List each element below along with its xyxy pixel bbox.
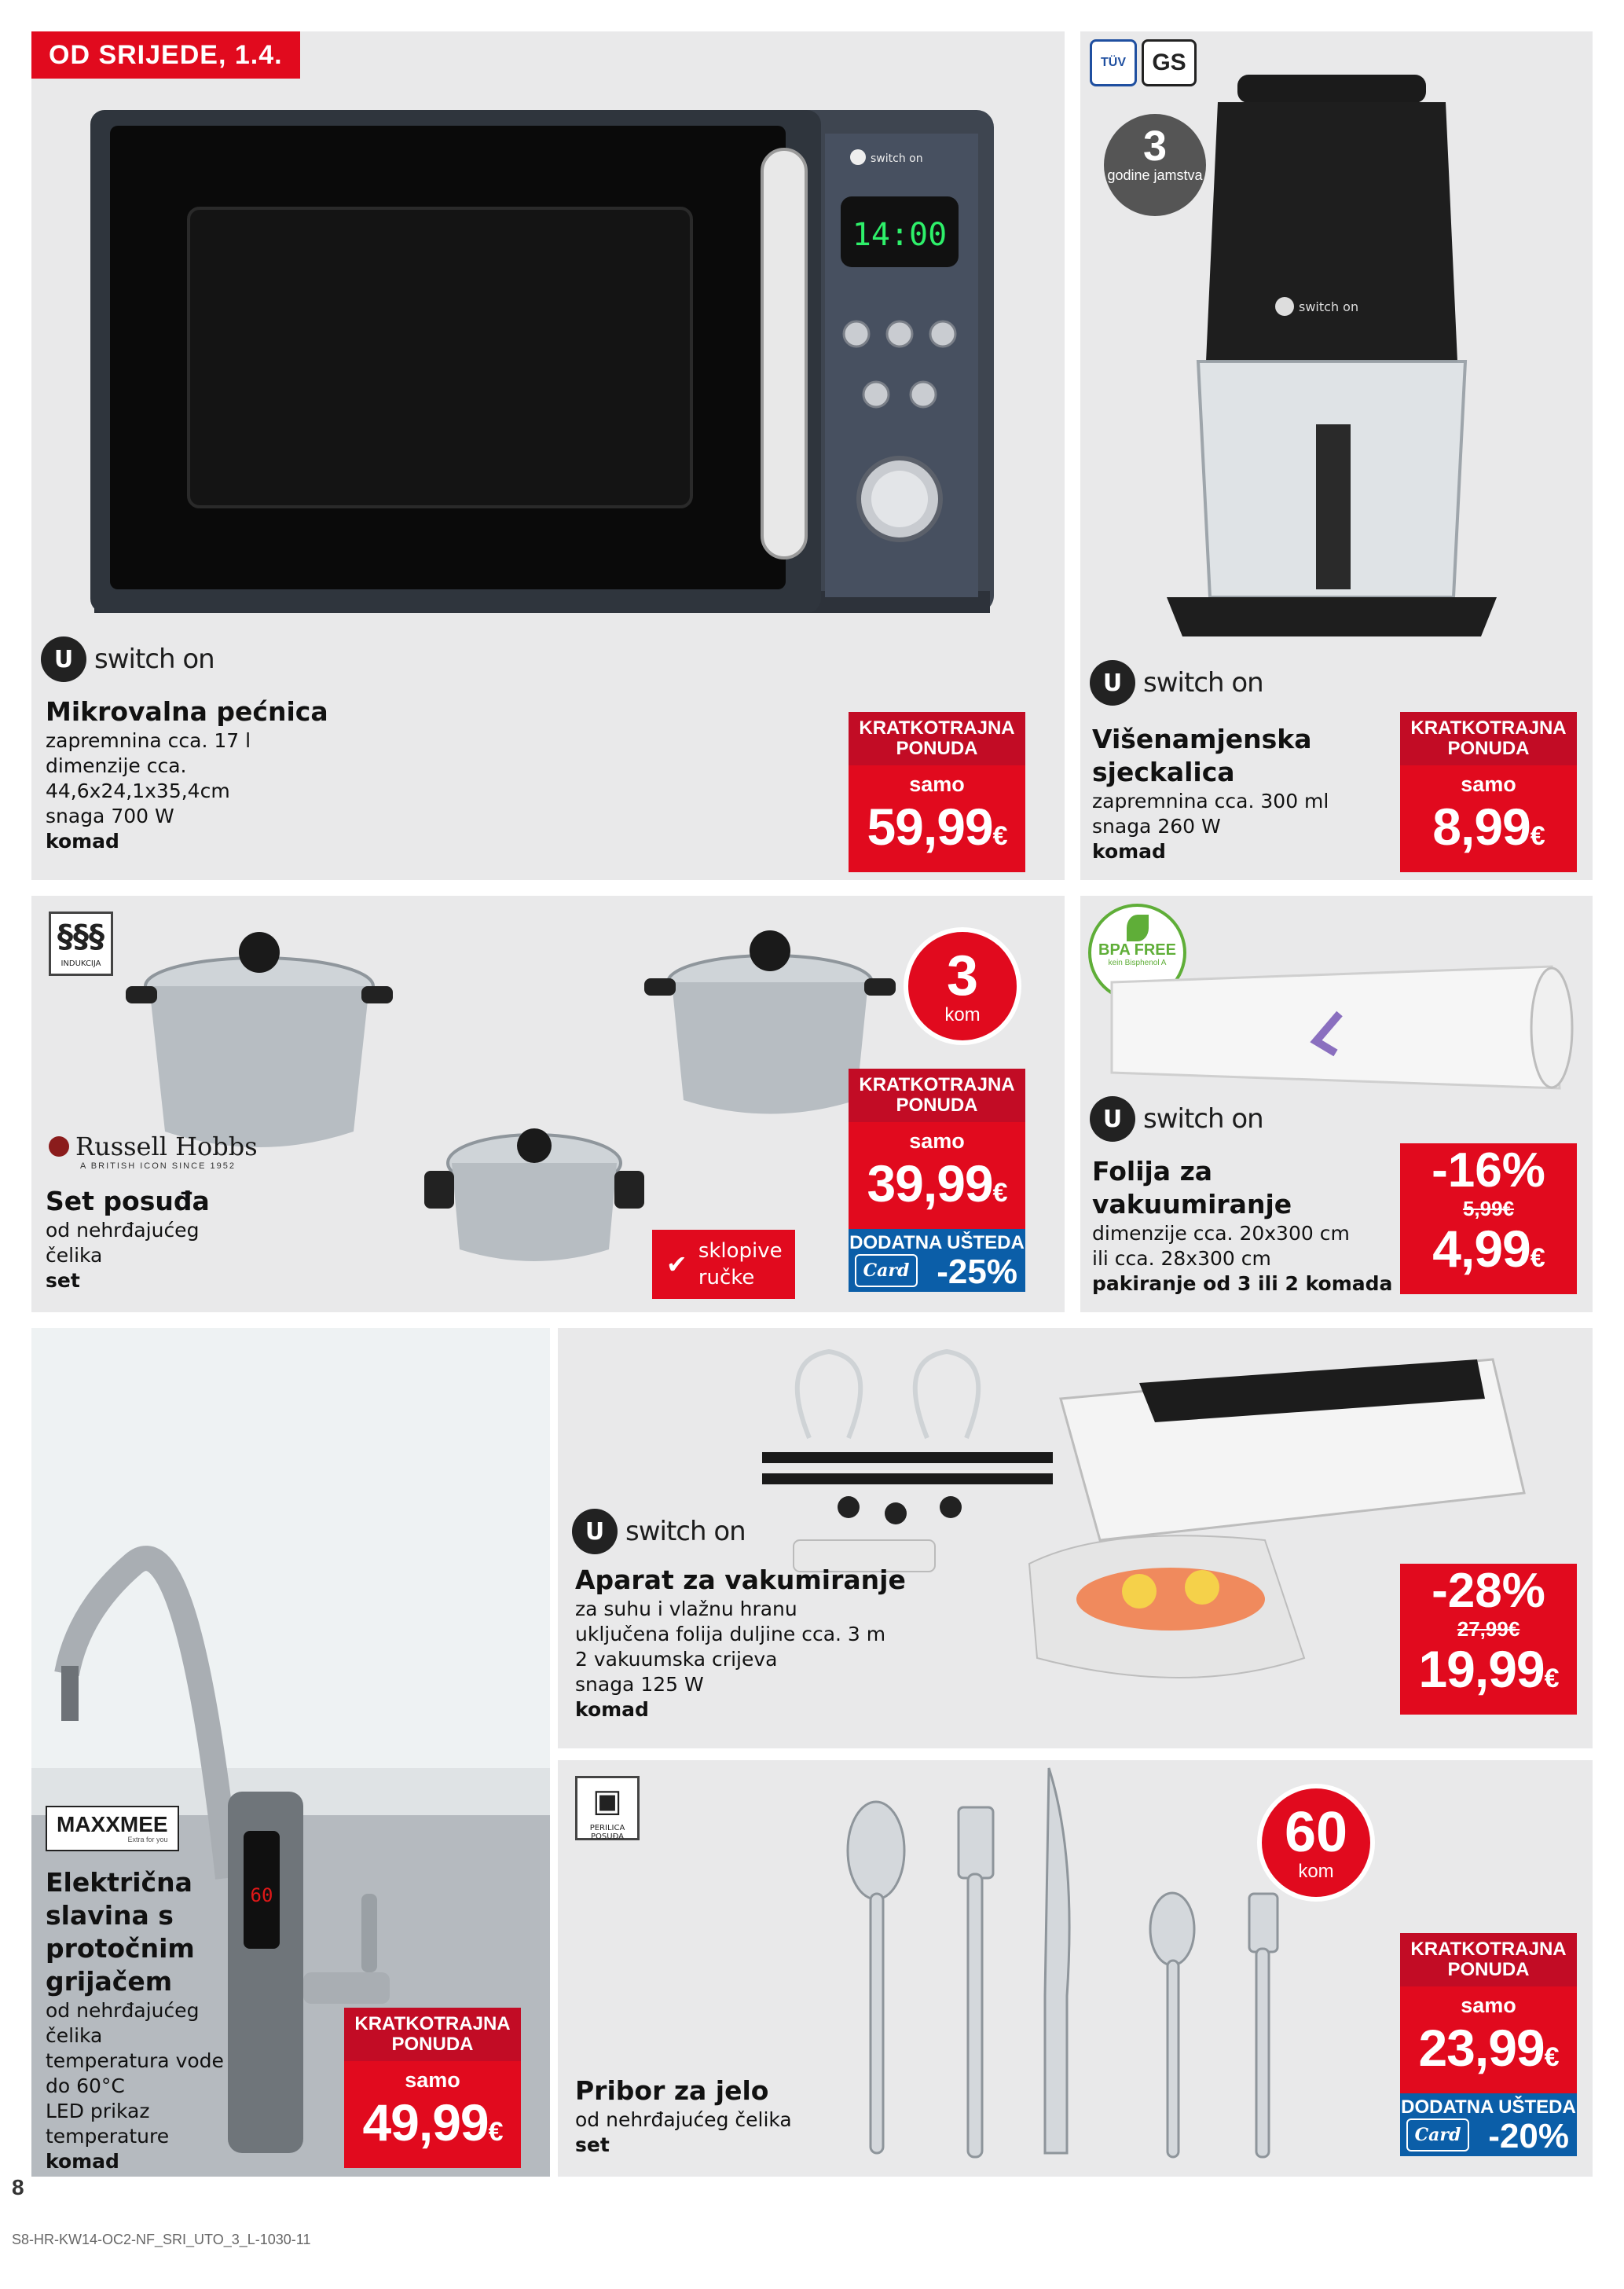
svg-text:switch on: switch on xyxy=(1299,299,1359,314)
switch-on-brand: U switch on xyxy=(41,636,214,682)
vacuum-sealer-panel xyxy=(558,1328,1593,1748)
page-number: 8 xyxy=(12,2175,24,2199)
vacuum-sealer-old-price: 27,99€ xyxy=(1457,1617,1520,1641)
maxxmee-logo: MAXXMEE Extra for you xyxy=(46,1806,179,1851)
loyalty-card-icon: Card xyxy=(1406,2118,1469,2151)
pots-price: 39,99€ xyxy=(867,1154,1007,1212)
microwave-price-box: KRATKOTRAJNA PONUDA samo 59,99€ xyxy=(849,712,1025,872)
chopper-description: Višenamjenska sjeckalica zapremnina cca. 300 ml snaga 260 W komad xyxy=(1092,723,1391,864)
tap-price: 49,99€ xyxy=(362,2093,503,2151)
switch-on-logo-icon: U xyxy=(41,636,86,682)
chopper-panel xyxy=(1080,31,1593,880)
dishwasher-safe-icon: ▣ PERILICA POSUĐA xyxy=(575,1776,640,1840)
foil-discount: -16% xyxy=(1432,1143,1545,1198)
switch-on-logo-icon: U xyxy=(1090,1096,1135,1142)
chopper-title: Višenamjenska sjeckalica xyxy=(1092,724,1312,787)
pots-panel xyxy=(31,896,1065,1312)
pots-description: Set posuđa od nehrđajućeg čelika set xyxy=(46,1185,297,1293)
switch-on-logo-icon: U xyxy=(1090,660,1135,706)
cutlery-panel xyxy=(558,1760,1593,2177)
tap-description: Električna slavina s protočnim grijačem od nehrđajućeg čelika temperatura vode do 60°C LED prikaz temperature komad xyxy=(46,1866,266,2174)
switch-on-brand: U switch on xyxy=(572,1509,746,1554)
switch-on-brand: U switch on xyxy=(1090,660,1263,706)
foil-panel xyxy=(1080,896,1593,1312)
svg-text:switch on: switch on xyxy=(871,152,923,165)
tuv-cert-icon: TÜV xyxy=(1090,39,1137,86)
cutlery-price-box: KRATKOTRAJNA PONUDA samo 23,99€ DODATNA UŠTEDA Card -20% xyxy=(1400,1933,1577,2156)
vacuum-sealer-discount: -28% xyxy=(1432,1564,1545,1618)
microwave-panel xyxy=(31,31,1065,880)
pots-card-discount: DODATNA UŠTEDA Card -25% xyxy=(849,1229,1025,1292)
foil-price: 4,99€ xyxy=(1432,1220,1545,1278)
cutlery-title: Pribor za jelo xyxy=(575,2075,769,2106)
vacuum-sealer-price: 19,99€ xyxy=(1418,1640,1559,1698)
russell-hobbs-brand: Russell Hobbs A BRITISH ICON SINCE 1952 xyxy=(49,1132,258,1171)
bpa-free-badge: BPA FREE kein Bisphenol A xyxy=(1088,904,1186,1002)
loyalty-card-icon: Card xyxy=(855,1254,918,1287)
cutlery-count-badge: 60 kom xyxy=(1257,1784,1375,1902)
microwave-price: 59,99€ xyxy=(867,798,1007,856)
vacuum-sealer-price-box xyxy=(1400,1564,1577,1715)
check-icon: ✔ xyxy=(666,1249,687,1279)
date-banner: OD SRIJEDE, 1.4. xyxy=(31,31,300,79)
induction-icon: §§§ INDUKCIJA xyxy=(49,912,113,976)
pots-price-box: KRATKOTRAJNA PONUDA samo 39,99€ DODATNA UŠTEDA Card -25% xyxy=(849,1069,1025,1292)
foil-old-price: 5,99€ xyxy=(1462,1197,1515,1220)
tap-price-box: KRATKOTRAJNA PONUDA samo 49,99€ xyxy=(344,2008,521,2168)
cutlery-description: Pribor za jelo od nehrđajućeg čelika set xyxy=(575,2074,834,2158)
warranty-badge: 3 godine jamstva xyxy=(1104,114,1206,216)
foldable-handles-sticker: ✔ sklopive ručke xyxy=(652,1230,795,1299)
foil-description: Folija za vakuumiranje dimenzije cca. 20x300 cm ili cca. 28x300 cm pakiranje od 3 ili 2 komada xyxy=(1092,1155,1406,1297)
microwave-image xyxy=(31,31,1065,660)
cutlery-card-discount: DODATNA UŠTEDA Card -20% xyxy=(1400,2093,1577,2156)
microwave-display-time: 14:00 xyxy=(852,217,948,253)
tap-display-temp: 60 xyxy=(250,1884,273,1906)
cutlery-price: 23,99€ xyxy=(1418,2019,1559,2077)
tap-panel xyxy=(31,1328,550,2177)
microwave-description: Mikrovalna pećnica zapremnina cca. 17 l dimenzije cca. 44,6x24,1x35,4cm snaga 700 W komad xyxy=(46,695,399,854)
microwave-title: Mikrovalna pećnica xyxy=(46,696,328,727)
tap-title: Električna slavina s protočnim grijačem xyxy=(46,1867,195,1997)
switch-on-brand: U switch on xyxy=(1090,1096,1263,1142)
gs-cert-icon: GS xyxy=(1142,39,1197,86)
foil-price-box xyxy=(1400,1143,1577,1294)
print-code: S8-HR-KW14-OC2-NF_SRI_UTO_3_L-1030-11 xyxy=(12,2232,311,2247)
russell-hobbs-crest-icon xyxy=(49,1136,69,1157)
pots-count-badge: 3 kom xyxy=(904,927,1021,1045)
foil-title: Folija za vakuumiranje xyxy=(1092,1156,1292,1220)
chopper-price: 8,99€ xyxy=(1432,798,1545,856)
vacuum-sealer-description: Aparat za vakumiranje za suhu i vlažnu hranu uključena folija duljine cca. 3 m 2 vakuumska crijeva snaga 125 W komad xyxy=(575,1564,929,1722)
chopper-price-box: KRATKOTRAJNA PONUDA samo 8,99€ xyxy=(1400,712,1577,872)
vacuum-sealer-title: Aparat za vakumiranje xyxy=(575,1565,906,1595)
switch-on-logo-icon: U xyxy=(572,1509,618,1554)
chopper-image xyxy=(1080,31,1593,652)
pots-title: Set posuđa xyxy=(46,1186,210,1216)
